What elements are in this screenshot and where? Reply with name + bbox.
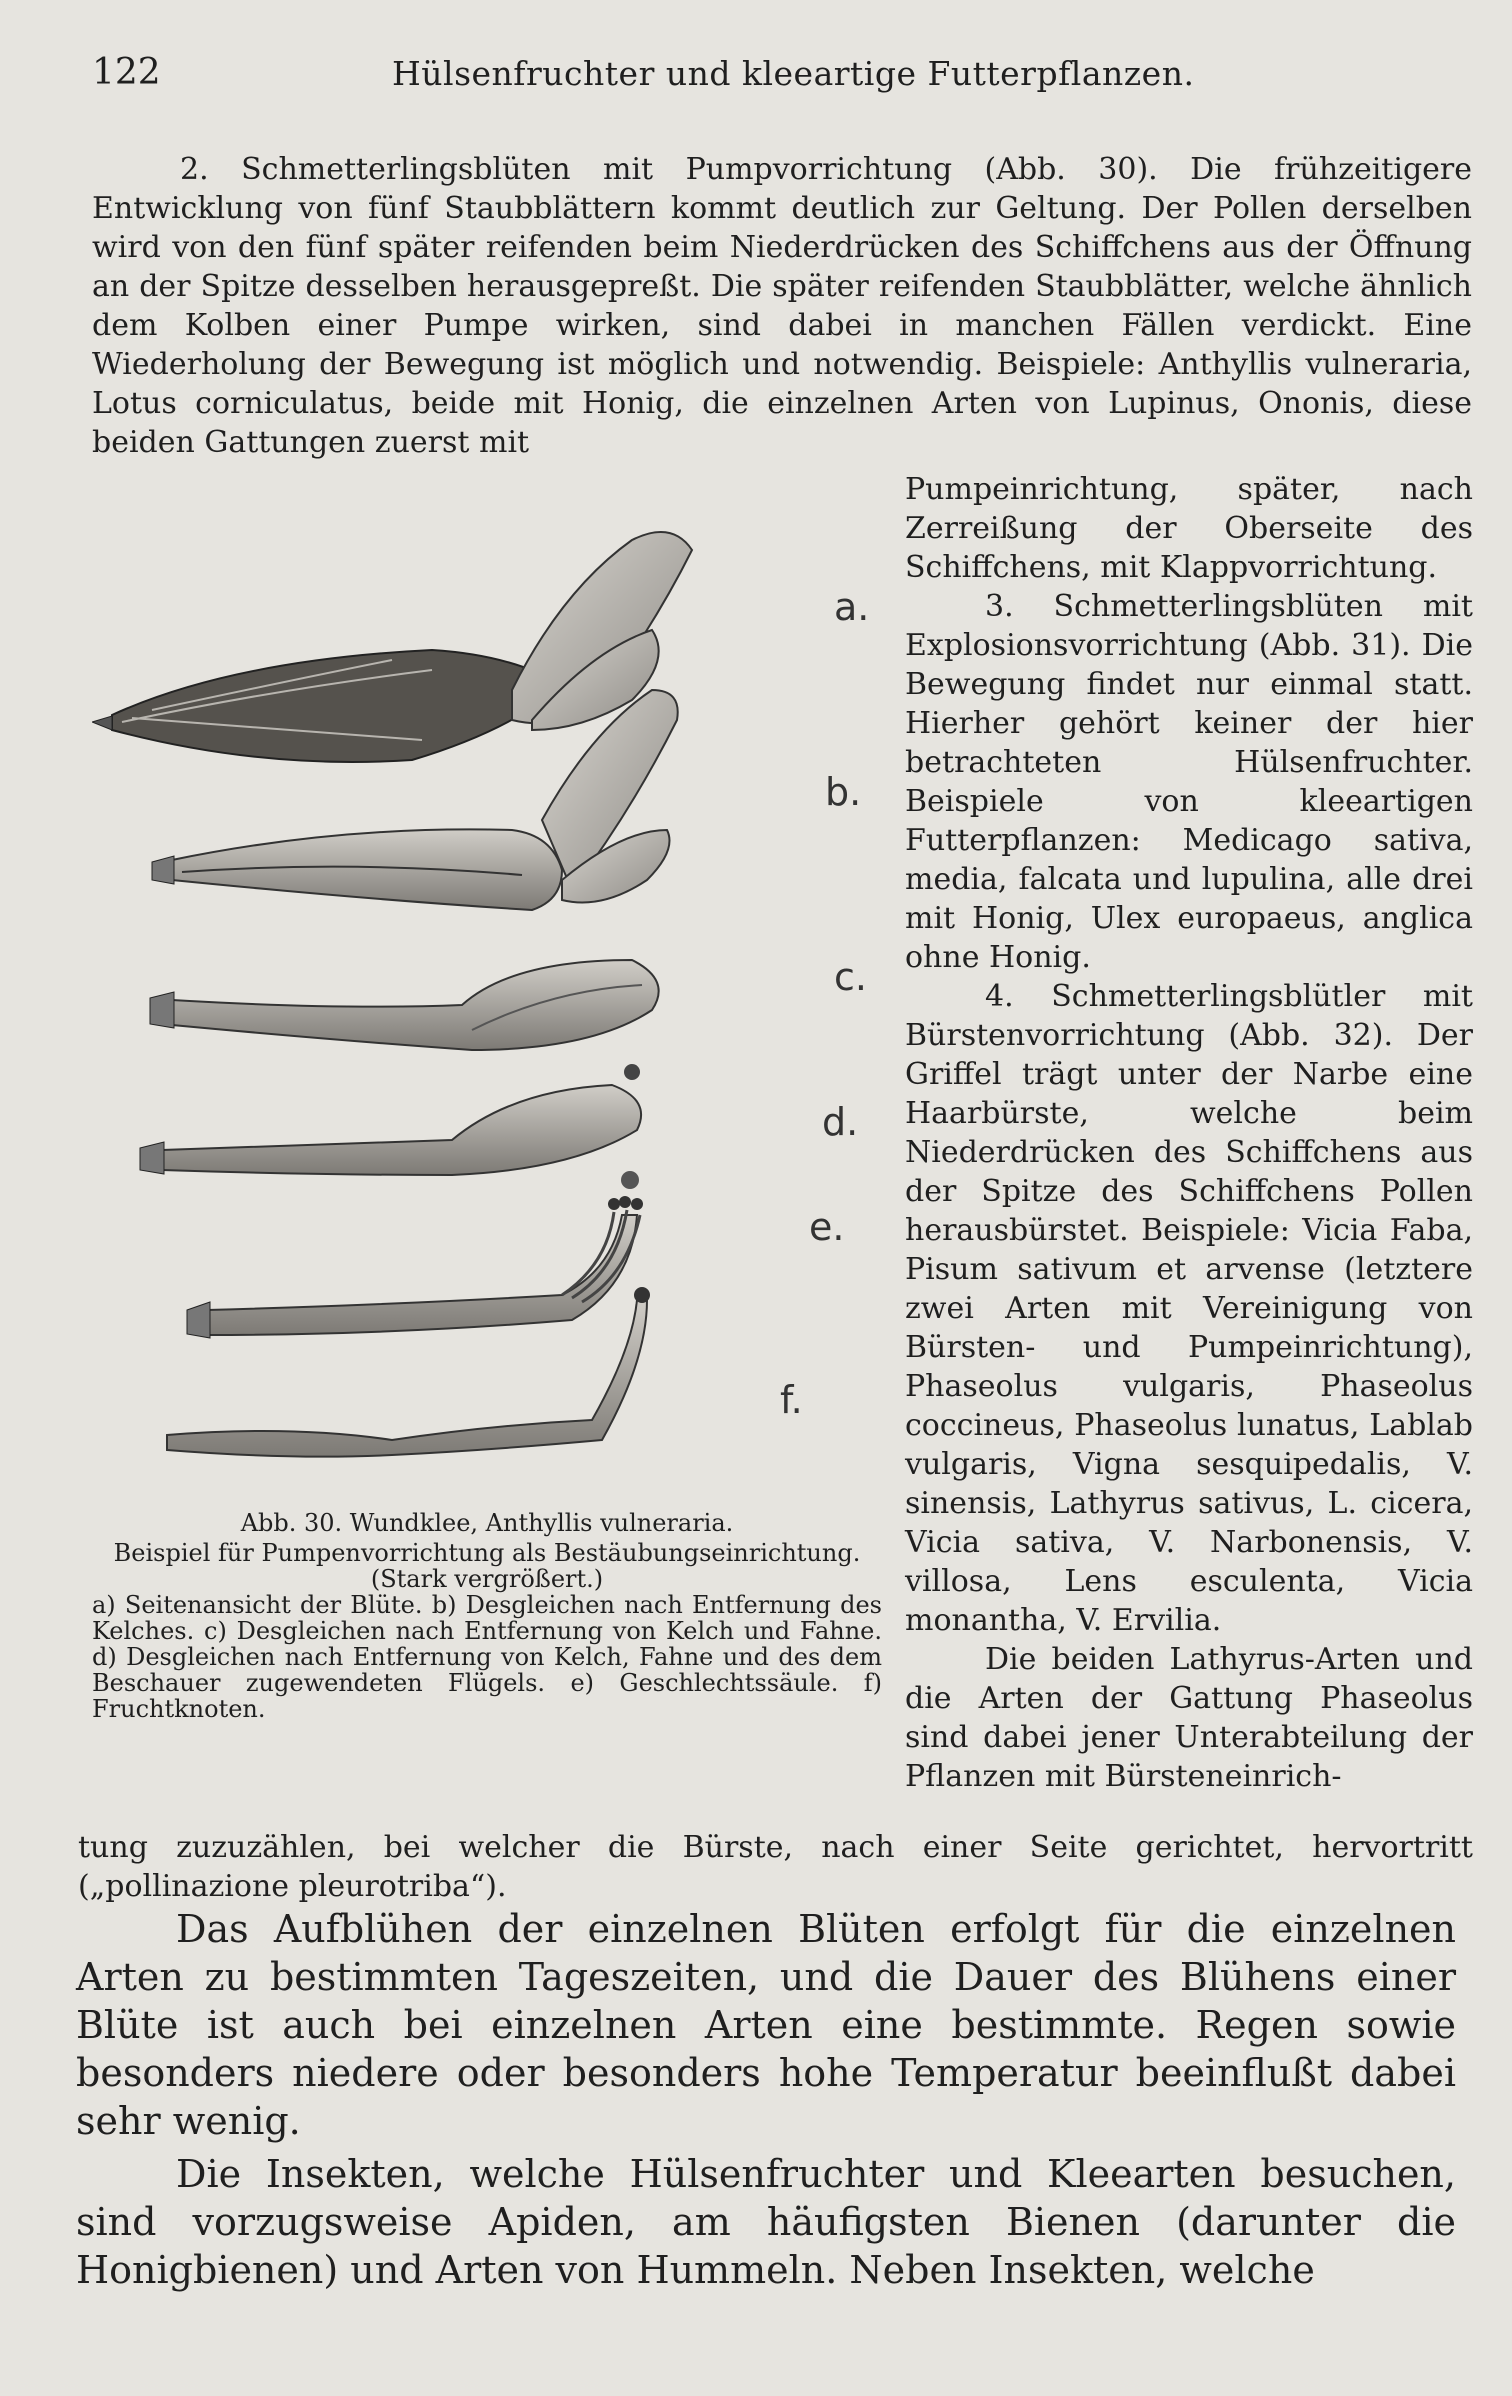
caption-subtitle: Beispiel für Pumpenvorrichtung als Bestäubungseinrichtung. (Stark vergrößert.)	[113, 1539, 861, 1593]
paragraph-flowering-times	[76, 1905, 1456, 2145]
figure-abb-30	[92, 490, 882, 1510]
paragraph-explosion-mechanism: 3. Schmetterlingsblüten mit Explosionsvorrichtung (Abb. 31). Die Bewegung findet nur einmal statt. Hierher gehört keiner der hier betrachteten Hülsenfruchter. Beispiele von kleeartigen Futterpflanzen: Medicago sativa, media, falcata und lupulina, alle drei mit Honig, Ulex europaeus, anglica ohne Honig.	[905, 589, 1473, 975]
flower-illustration	[92, 490, 882, 1510]
paragraph-text: Die Insekten, welche Hülsenfruchter und Kleearten besuchen, sind vorzugsweise Apiden, am häufigsten Bienen (darunter die Honigbienen) und Arten von Hummeln. Neben Insekten, welche	[76, 2152, 1456, 2292]
figure-label-b: b.	[825, 770, 862, 814]
figure-label-f: f.	[780, 1378, 803, 1422]
figure-caption	[92, 1510, 882, 1722]
paragraph-text: tung zuzuzählen, bei welcher die Bürste, nach einer Seite gerichtet, hervortritt („pollinazione pleurotriba“).	[78, 1830, 1473, 1904]
paragraph-brush-mechanism: 4. Schmetterlingsblütler mit Bürstenvorrichtung (Abb. 32). Der Griffel trägt unter der Narbe eine Haarbürste, welche beim Niederdrücken des Schiffchens aus der Spitze des Schiffchens Pollen herausbürstet. Beispiele: Vicia Faba, Pisum sativum et arvense (letztere zwei Arten mit Vereinigung von Bürsten- und Pumpeinrichtung), Phaseolus vulgaris, Phaseolus coccineus, Phaseolus lunatus, Lablab vulgaris, Vigna sesquipedalis, V. sinensis, Lathyrus sativus, L. cicera, Vicia sativa, V. Narbonensis, V. villosa, Lens esculenta, Vicia monantha, V. Ervilia.	[905, 979, 1473, 1638]
caption-body: a) Seitenansicht der Blüte. b) Desgleichen nach Entfernung des Kelches. c) Desgleichen nach Entfernung von Kelch und Fahne. d) Desgleichen nach Entfernung von Kelch, Fahne und des dem Beschauer zugewendeten Flügels. e) Geschlechtssäule. f) Fruchtknoten.	[92, 1591, 882, 1723]
figure-label-a: a.	[834, 585, 870, 629]
paragraph-pump-continued: Pumpeinrichtung, später, nach Zerreißung der Oberseite des Schiffchens, mit Klappvorrichtung.	[905, 472, 1473, 585]
page-number: 122	[92, 52, 161, 93]
figure-label-d: d.	[822, 1100, 859, 1144]
paragraph-continuation	[78, 1828, 1473, 1906]
paragraph-text: Das Aufblühen der einzelnen Blüten erfolgt für die einzelnen Arten zu bestimmten Tageszeiten, und die Dauer des Blühens einer Blüte ist auch bei einzelnen Arten eine bestimmte. Regen sowie besonders niedere oder besonders hohe Temperatur beeinflußt dabei sehr wenig.	[76, 1907, 1456, 2143]
caption-title: Abb. 30. Wundklee, Anthyllis vulneraria.	[240, 1509, 734, 1537]
right-column	[905, 470, 1473, 1796]
paragraph-lathyrus: Die beiden Lathyrus-Arten und die Arten der Gattung Phaseolus sind dabei jener Unterabteilung der Pflanzen mit Bürsteneinrich-	[905, 1642, 1473, 1794]
flower-view-e	[187, 1171, 643, 1338]
running-title: Hülsenfruchter und kleeartige Futterpflanzen.	[392, 54, 1195, 93]
paragraph-text: 2. Schmetterlingsblüten mit Pumpvorrichtung (Abb. 30). Die frühzeitigere Entwicklung von fünf Staubblättern kommt deutlich zur Geltung. Der Pollen derselben wird von den fünf später reifenden beim Niederdrücken des Schiffchens aus der Öffnung an der Spitze desselben herausgepreßt. Die später reifenden Staubblätter, welche ähnlich dem Kolben einer Pumpe wirken, sind dabei in manchen Fällen verdickt. Eine Wiederholung der Bewegung ist möglich und notwendig. Beispiele: Anthyllis vulneraria, Lotus corniculatus, beide mit Honig, die einzelnen Arten von Lupinus, Ononis, diese beiden Gattungen zuerst mit	[92, 152, 1472, 460]
paragraph-pump-mechanism	[92, 150, 1472, 462]
page-header	[92, 52, 1472, 102]
flower-view-d	[140, 1064, 641, 1175]
flower-view-a	[92, 532, 692, 762]
figure-label-c: c.	[834, 955, 867, 999]
figure-label-e: e.	[809, 1205, 845, 1249]
flower-view-c	[150, 960, 659, 1050]
paragraph-insects	[76, 2150, 1456, 2294]
